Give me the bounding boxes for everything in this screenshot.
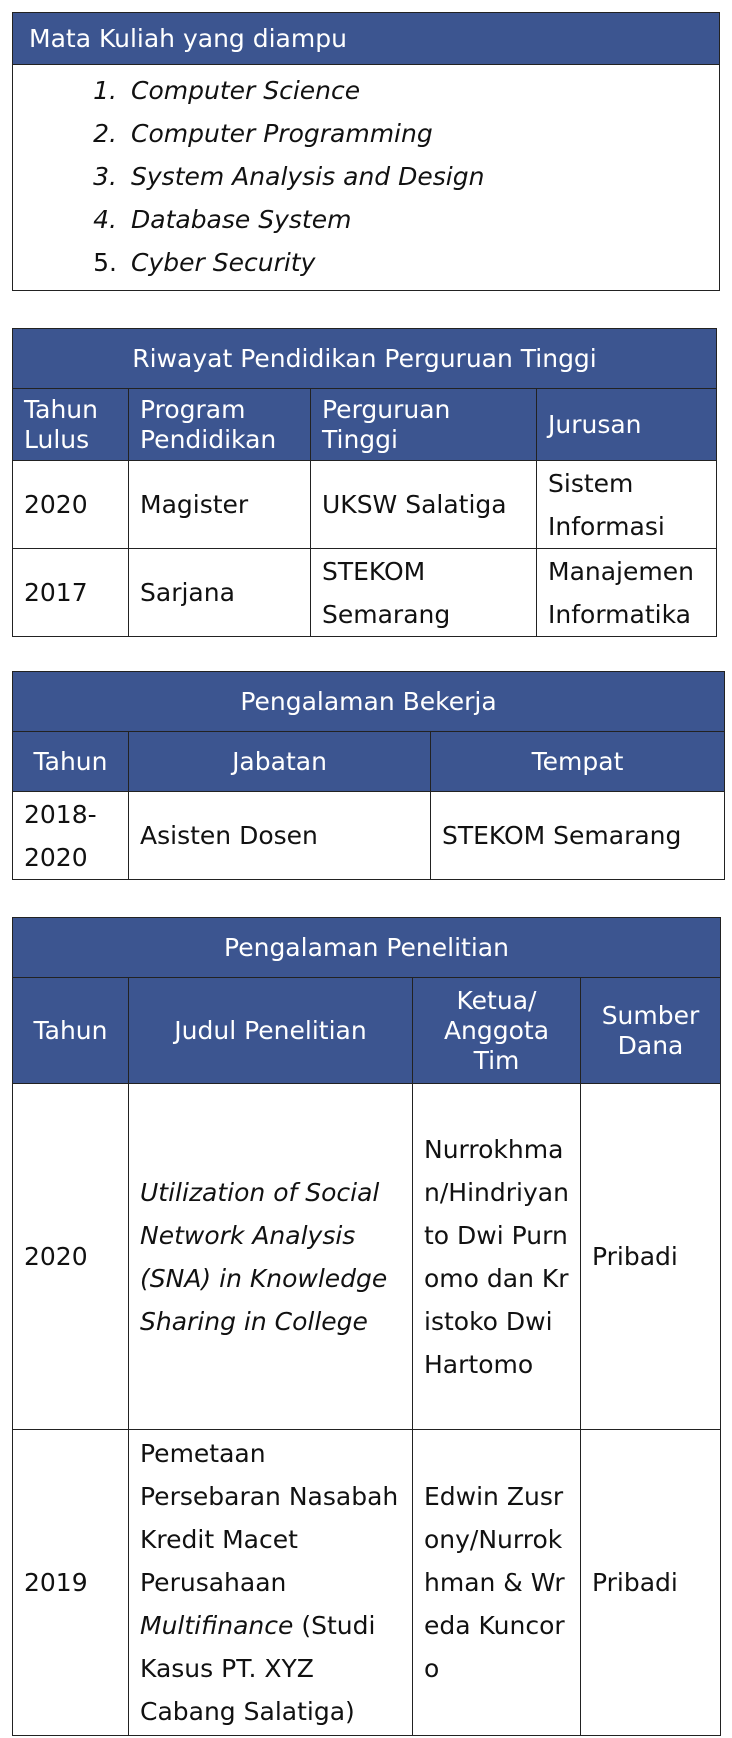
education-program: Sarjana — [129, 549, 311, 637]
column-header: Program Pendidikan — [129, 389, 311, 461]
column-header: Tahun — [13, 732, 129, 792]
course-number: 5. — [93, 248, 117, 277]
research-year: 2019 — [13, 1430, 129, 1736]
list-item — [13, 198, 719, 241]
work-position: Asisten Dosen — [129, 792, 431, 880]
column-header: Judul Penelitian — [129, 978, 413, 1084]
research-title-part2: (Studi Kasus PT. XYZ Cabang Salatiga) — [140, 1611, 376, 1726]
table-row — [13, 792, 725, 880]
research-team: Edwin Zusrony/Nurrokhman & Wreda Kuncoro — [413, 1430, 581, 1736]
research-team: Nurrokhman/Hindriyanto Dwi Purnomo dan Kristoko Dwi Hartomo — [413, 1084, 581, 1430]
work-title: Pengalaman Bekerja — [13, 672, 725, 732]
course-name: Cyber Security — [131, 248, 316, 277]
column-header: Tempat — [431, 732, 725, 792]
research-title: Pengalaman Penelitian — [13, 918, 721, 978]
course-number: 1. — [93, 76, 117, 105]
research-table — [12, 917, 721, 1736]
course-number: 3. — [93, 162, 117, 191]
column-header: Jabatan — [129, 732, 431, 792]
research-year: 2020 — [13, 1084, 129, 1430]
list-item — [13, 155, 719, 198]
course-name: Computer Programming — [131, 119, 433, 148]
education-table — [12, 328, 717, 637]
column-header: Ketua/ Anggota Tim — [413, 978, 581, 1084]
courses-title: Mata Kuliah yang diampu — [13, 13, 720, 65]
course-number: 2. — [93, 119, 117, 148]
research-title-part1: Pemetaan Persebaran Nasabah Kredit Macet Perusahaan — [140, 1439, 399, 1597]
course-name: Database System — [131, 205, 352, 234]
list-item — [13, 241, 719, 284]
education-institution: STEKOM Semarang — [311, 549, 537, 637]
education-year: 2020 — [13, 461, 129, 549]
research-title-cell — [129, 1430, 413, 1736]
research-fund: Pribadi — [581, 1430, 721, 1736]
courses-list — [13, 69, 719, 284]
education-major: Sistem Informasi — [537, 461, 717, 549]
column-header: Sumber Dana — [581, 978, 721, 1084]
research-title-cell: Utilization of Social Network Analysis (SNA) in Knowledge Sharing in College — [129, 1084, 413, 1430]
column-header: Jurusan — [537, 389, 717, 461]
courses-list-cell — [13, 65, 720, 291]
work-year: 2018-2020 — [13, 792, 129, 880]
table-row — [13, 1084, 721, 1430]
courses-table — [12, 12, 720, 291]
course-name: Computer Science — [131, 76, 361, 105]
work-place: STEKOM Semarang — [431, 792, 725, 880]
education-year: 2017 — [13, 549, 129, 637]
column-header: Tahun Lulus — [13, 389, 129, 461]
column-header: Perguruan Tinggi — [311, 389, 537, 461]
research-title-italic: Multifinance — [140, 1611, 294, 1640]
table-row — [13, 1430, 721, 1736]
table-row — [13, 461, 717, 549]
education-title: Riwayat Pendidikan Perguruan Tinggi — [13, 329, 717, 389]
research-fund: Pribadi — [581, 1084, 721, 1430]
education-institution: UKSW Salatiga — [311, 461, 537, 549]
work-table — [12, 671, 725, 880]
list-item — [13, 69, 719, 112]
list-item — [13, 112, 719, 155]
column-header: Tahun — [13, 978, 129, 1084]
table-row — [13, 549, 717, 637]
course-name: System Analysis and Design — [131, 162, 485, 191]
education-major: Manajemen Informatika — [537, 549, 717, 637]
course-number: 4. — [93, 205, 117, 234]
education-program: Magister — [129, 461, 311, 549]
